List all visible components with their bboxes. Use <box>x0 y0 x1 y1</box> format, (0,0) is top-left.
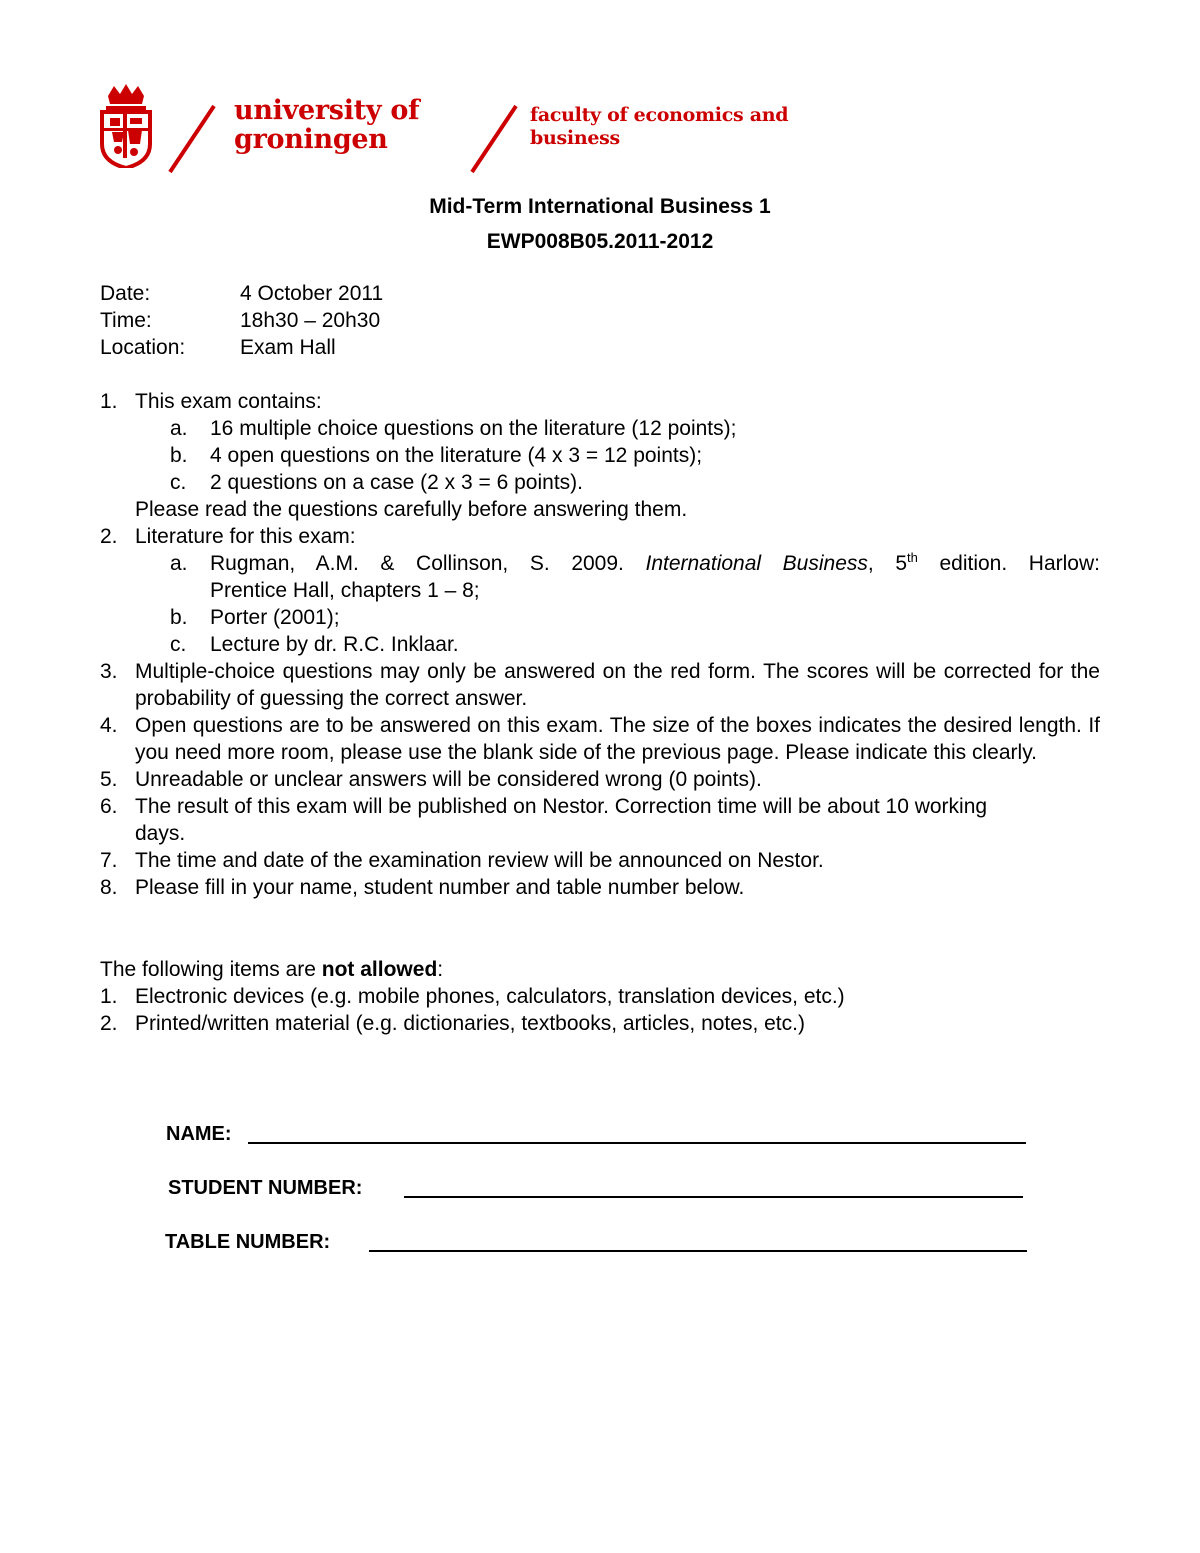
not-allowed-section <box>100 956 1100 1037</box>
time-row <box>100 307 600 334</box>
list-item <box>100 766 1100 793</box>
date-row <box>100 280 600 307</box>
list-number: 5. <box>100 768 118 791</box>
sub-list-letter: a. <box>170 417 188 440</box>
name-field[interactable] <box>248 1142 1026 1144</box>
reference-line-2: Prentice Hall, chapters 1 – 8; <box>210 579 480 602</box>
list-number: 4. <box>100 714 118 737</box>
time-label: Time: <box>100 309 152 332</box>
sub-list-letter: b. <box>170 606 188 629</box>
list-item <box>100 712 1100 766</box>
sub-list-item <box>100 550 1100 604</box>
sub-list-text: 2 questions on a case (2 x 3 = 6 points). <box>210 471 583 494</box>
location-row <box>100 334 600 361</box>
not-allowed-colon: : <box>437 958 444 981</box>
sub-list-text: Porter (2001); <box>210 606 340 629</box>
location-value: Exam Hall <box>240 336 336 359</box>
list-number: 8. <box>100 876 118 899</box>
sub-list-letter: b. <box>170 444 188 467</box>
list-item <box>100 1010 1100 1037</box>
university-crest-icon <box>96 82 156 168</box>
reference-authors: Rugman, A.M. & Collinson, S. 2009. <box>210 552 646 575</box>
sub-list-text: 4 open questions on the literature (4 x 3 = 12 points); <box>210 444 703 467</box>
header <box>96 80 816 176</box>
list-text-line-1: The result of this exam will be published on Nestor. Correction time will be about 10 working <box>135 795 988 818</box>
university-name <box>234 96 419 154</box>
sub-list-letter: a. <box>170 552 188 575</box>
list-text: Open questions are to be answered on this exam. The size of the boxes indicates the desired length. If you need more room, please use the blank side of the previous page. Please indicate this clearly. <box>135 714 1100 764</box>
list-text: The time and date of the examination review will be announced on Nestor. <box>135 849 824 872</box>
list-item <box>100 847 1100 874</box>
not-allowed-intro-text: The following items are <box>100 958 322 981</box>
student-number-field-label: STUDENT NUMBER: <box>168 1177 363 1199</box>
sub-list-text: 16 multiple choice questions on the literature (12 points); <box>210 417 737 440</box>
divider-slash-icon <box>166 104 218 174</box>
sub-list-item <box>100 415 1100 442</box>
reference-edition-suffix: th <box>907 550 918 565</box>
list-text: Multiple-choice questions may only be answered on the red form. The scores will be corrected for the probability of guessing the correct answer. <box>135 660 1100 710</box>
course-code: EWP008B05.2011-2012 <box>486 230 714 253</box>
faculty-name <box>530 104 788 150</box>
list-number: 3. <box>100 660 118 683</box>
exam-title: Mid-Term International Business 1 <box>429 195 771 218</box>
list-text: This exam contains: <box>135 390 322 413</box>
university-name-line1: university of <box>234 95 420 126</box>
list-number: 1. <box>100 985 118 1008</box>
list-item <box>100 658 1100 712</box>
exam-details <box>100 280 600 361</box>
sub-list-item <box>100 469 1100 496</box>
faculty-name-line2: business <box>530 127 620 149</box>
list-number: 7. <box>100 849 118 872</box>
time-value: 18h30 – 20h30 <box>240 309 381 332</box>
table-number-field-label: TABLE NUMBER: <box>165 1231 331 1253</box>
location-label: Location: <box>100 336 186 359</box>
faculty-name-line1: faculty of economics and <box>530 104 789 126</box>
sub-list-letter: c. <box>170 633 187 656</box>
list-item <box>100 983 1100 1010</box>
name-field-label: NAME: <box>166 1123 232 1145</box>
list-number: 2. <box>100 525 118 548</box>
exam-rules-list <box>100 388 1100 901</box>
reference-line-1 <box>210 550 1100 577</box>
sub-list-item <box>100 631 1100 658</box>
date-label: Date: <box>100 282 151 305</box>
not-allowed-emphasis: not allowed <box>321 958 438 981</box>
divider-slash-icon <box>468 104 520 174</box>
list-text: Unreadable or unclear answers will be considered wrong (0 points). <box>135 768 762 791</box>
reference-publisher: edition. Harlow: <box>917 552 1100 575</box>
list-text: Please fill in your name, student number and table number below. <box>135 876 745 899</box>
reference-edition: , 5 <box>867 552 908 575</box>
list-note: Please read the questions carefully before answering them. <box>135 498 688 521</box>
list-item <box>100 874 1100 901</box>
university-name-line2: groningen <box>234 124 388 155</box>
list-item <box>100 793 1100 847</box>
list-text: Literature for this exam: <box>135 525 356 548</box>
list-number: 1. <box>100 390 118 413</box>
list-text-line-2: days. <box>135 822 186 845</box>
list-text: Printed/written material (e.g. dictionaries, textbooks, articles, notes, etc.) <box>135 1012 805 1035</box>
list-number: 2. <box>100 1012 118 1035</box>
reference-book-title: International Business <box>645 552 868 575</box>
list-text: Electronic devices (e.g. mobile phones, calculators, translation devices, etc.) <box>135 985 845 1008</box>
list-item <box>100 388 1100 415</box>
sub-list-text: Lecture by dr. R.C. Inklaar. <box>210 633 459 656</box>
sub-list-item <box>100 442 1100 469</box>
sub-list-item <box>100 604 1100 631</box>
list-number: 6. <box>100 795 118 818</box>
list-item <box>100 523 1100 550</box>
sub-list-letter: c. <box>170 471 187 494</box>
table-number-field[interactable] <box>369 1250 1027 1252</box>
student-number-field[interactable] <box>404 1196 1023 1198</box>
date-value: 4 October 2011 <box>240 282 384 305</box>
not-allowed-intro <box>100 956 1100 983</box>
